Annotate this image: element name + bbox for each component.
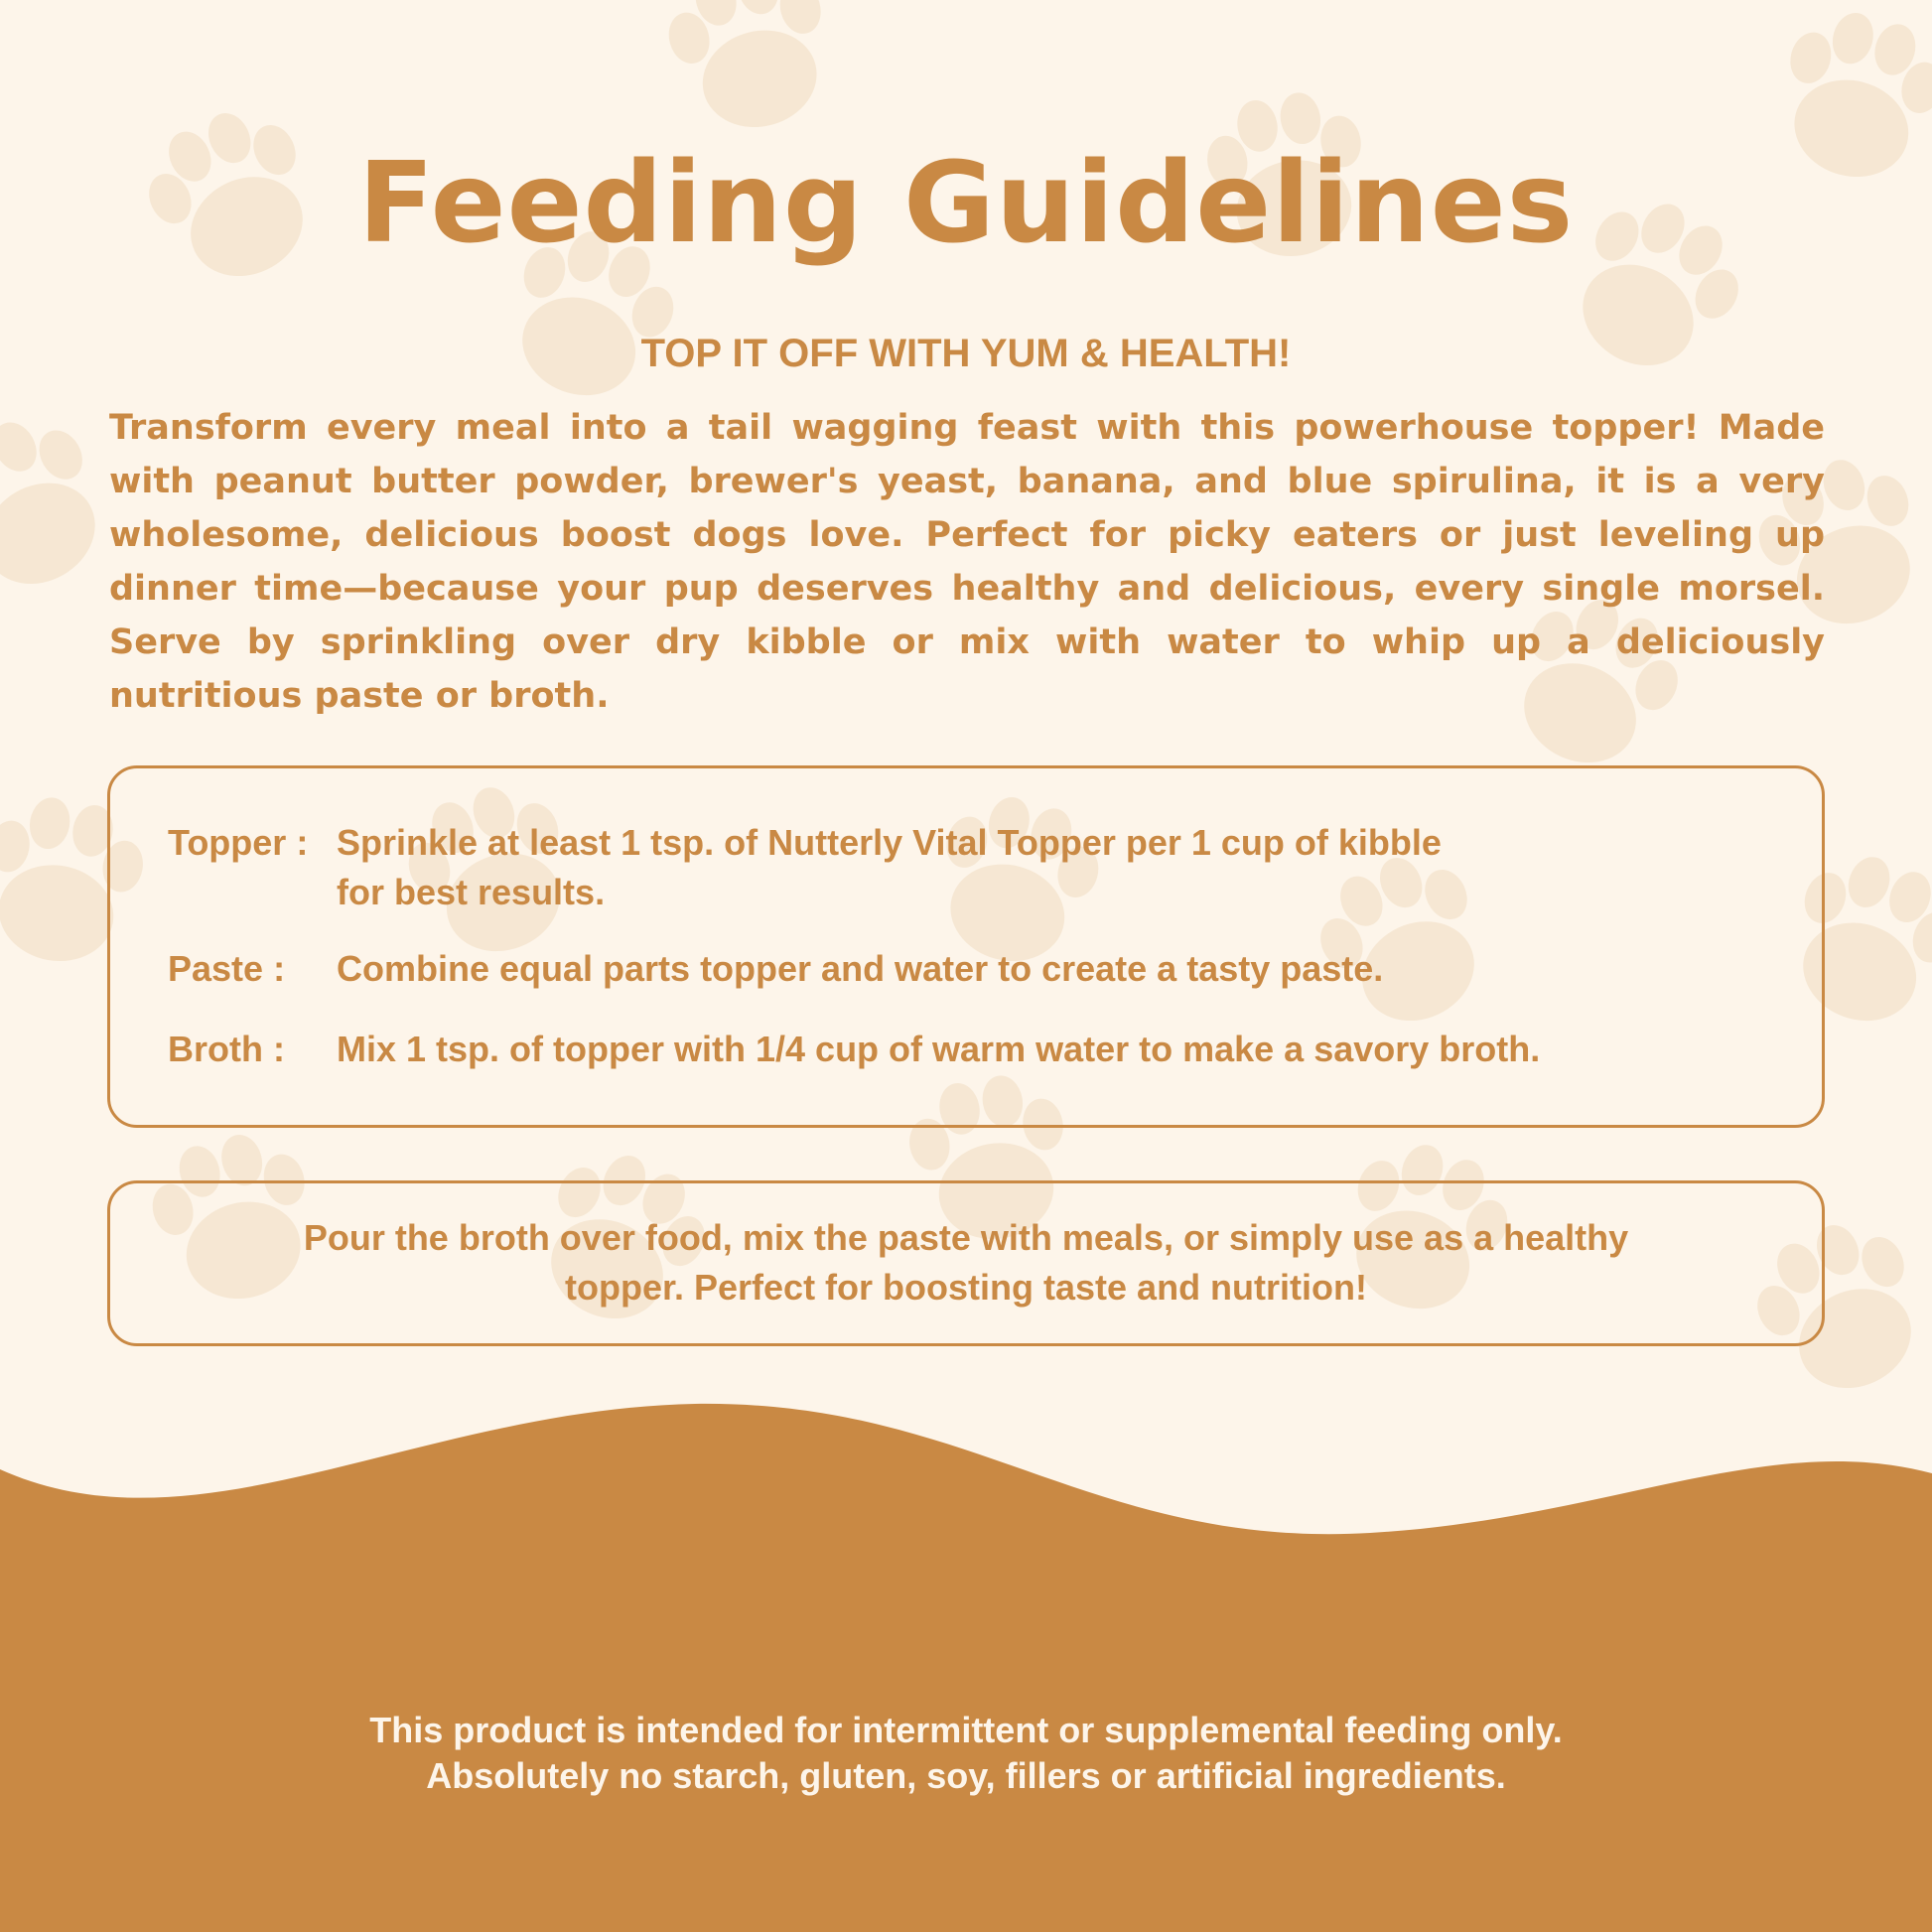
- intro-paragraph: Transform every meal into a tail wagging feast with this powerhouse topper! Made with peanut butter powder, brewer's yeast, banana, and blue spirulina, it is a very wholesome, delicious boost dogs love. Perfect for picky eaters or just leveling up dinner time—because your pup deserves healthy and delicious, every single morsel. Serve by sprinkling over dry kibble or mix with water to whip up a deliciously nutritious paste or broth.: [109, 408, 1825, 716]
- instruction-text: Mix 1 tsp. of topper with 1/4 cup of warm water to make a savory broth.: [337, 1029, 1541, 1069]
- subtitle: TOP IT OFF WITH YUM & HEALTH!: [640, 332, 1292, 375]
- tip-text: Pour the broth over food, mix the paste with meals, or simply use as a healthy topper. Perfect for boosting taste and nutrition!: [303, 1217, 1629, 1308]
- footer-disclaimer: [0, 1708, 1932, 1799]
- instruction-label: Paste :: [168, 948, 286, 989]
- instruction-label: Topper :: [168, 822, 309, 863]
- tip-box: [107, 1180, 1825, 1346]
- footer-wave: [0, 1370, 1932, 1932]
- page-title: Feeding Guidelines: [357, 139, 1575, 268]
- instruction-label: Broth :: [168, 1029, 285, 1069]
- footer-line-2: Absolutely no starch, gluten, soy, fillers or artificial ingredients.: [426, 1755, 1506, 1796]
- instructions-box: [107, 765, 1825, 1128]
- footer-line-1: This product is intended for intermittent or supplemental feeding only.: [369, 1710, 1563, 1750]
- instruction-text: Sprinkle at least 1 tsp. of Nutterly Vital Topper per 1 cup of kibble for best results.: [337, 822, 1442, 912]
- instruction-text: Combine equal parts topper and water to create a tasty paste.: [337, 948, 1384, 989]
